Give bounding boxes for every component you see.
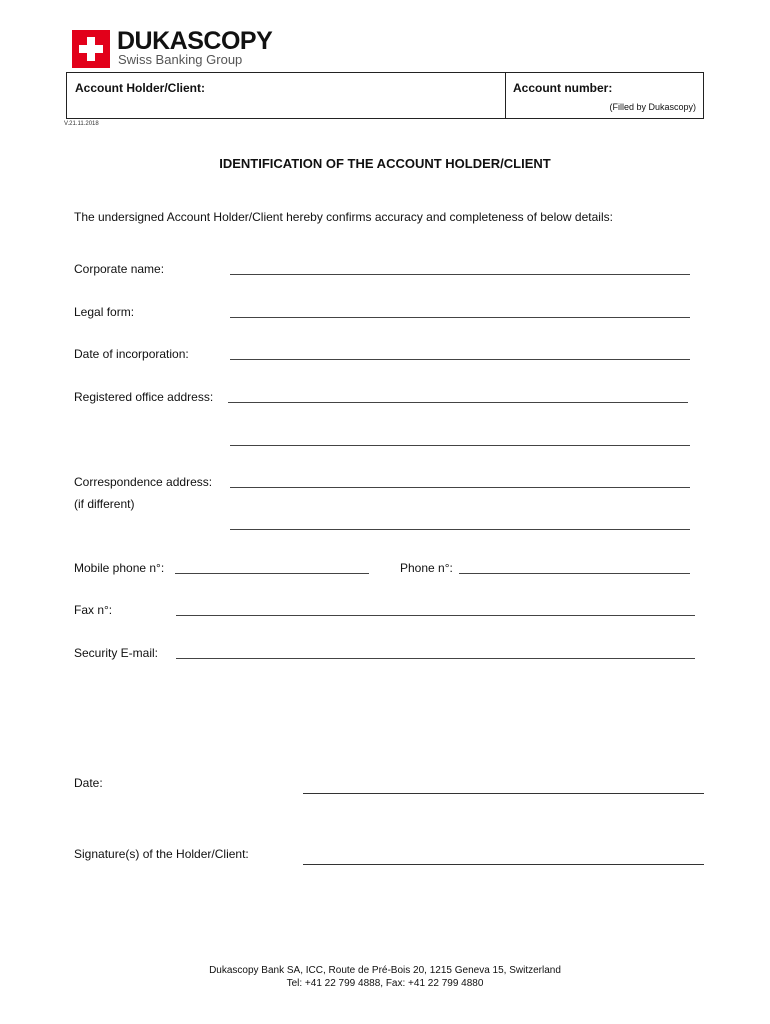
account-holder-label: Account Holder/Client: <box>75 81 206 95</box>
mobile-phone-field[interactable] <box>175 573 369 574</box>
swiss-cross-logo-icon <box>72 30 110 68</box>
footer-contact: Tel: +41 22 799 4888, Fax: +41 22 799 4880 <box>286 978 484 989</box>
date-field[interactable] <box>303 793 704 794</box>
fax-label: Fax n°: <box>74 603 113 617</box>
corporate-name-field[interactable] <box>230 274 690 275</box>
phone-label: Phone n°: <box>400 561 453 575</box>
security-email-label: Security E-mail: <box>74 646 159 660</box>
brand-name: DUKASCOPY <box>117 27 273 55</box>
date-of-incorporation-field[interactable] <box>230 359 690 360</box>
footer <box>0 964 770 990</box>
legal-form-label: Legal form: <box>74 305 135 319</box>
correspondence-address-label: Correspondence address: <box>74 475 213 489</box>
correspondence-address-field-line2[interactable] <box>230 529 690 530</box>
date-of-incorporation-label: Date of incorporation: <box>74 347 189 361</box>
footer-address: Dukascopy Bank SA, ICC, Route de Pré-Bois 20, 1215 Geneva 15, Switzerland <box>209 965 561 976</box>
signature-field[interactable] <box>303 864 704 865</box>
phone-field[interactable] <box>459 573 690 574</box>
if-different-note: (if different) <box>74 497 135 511</box>
version-label: V.21.11.2018 <box>64 121 99 127</box>
document-title: IDENTIFICATION OF THE ACCOUNT HOLDER/CLIENT <box>219 156 551 171</box>
registered-office-label: Registered office address: <box>74 390 214 404</box>
mobile-phone-label: Mobile phone n°: <box>74 561 165 575</box>
brand-tagline: Swiss Banking Group <box>118 52 243 67</box>
fax-field[interactable] <box>176 615 695 616</box>
header-divider <box>505 73 506 118</box>
corporate-name-label: Corporate name: <box>74 262 165 276</box>
registered-office-field-line2[interactable] <box>230 445 690 446</box>
security-email-field[interactable] <box>176 658 695 659</box>
intro-text: The undersigned Account Holder/Client hereby confirms accuracy and completeness of below details: <box>74 210 613 224</box>
filled-by-note: (Filled by Dukascopy) <box>609 102 696 112</box>
account-number-label: Account number: <box>513 81 613 95</box>
account-header-box <box>66 72 704 119</box>
date-label: Date: <box>74 776 103 790</box>
correspondence-address-field-line1[interactable] <box>230 487 690 488</box>
registered-office-field-line1[interactable] <box>228 402 688 403</box>
signature-label: Signature(s) of the Holder/Client: <box>74 847 249 861</box>
legal-form-field[interactable] <box>230 317 690 318</box>
